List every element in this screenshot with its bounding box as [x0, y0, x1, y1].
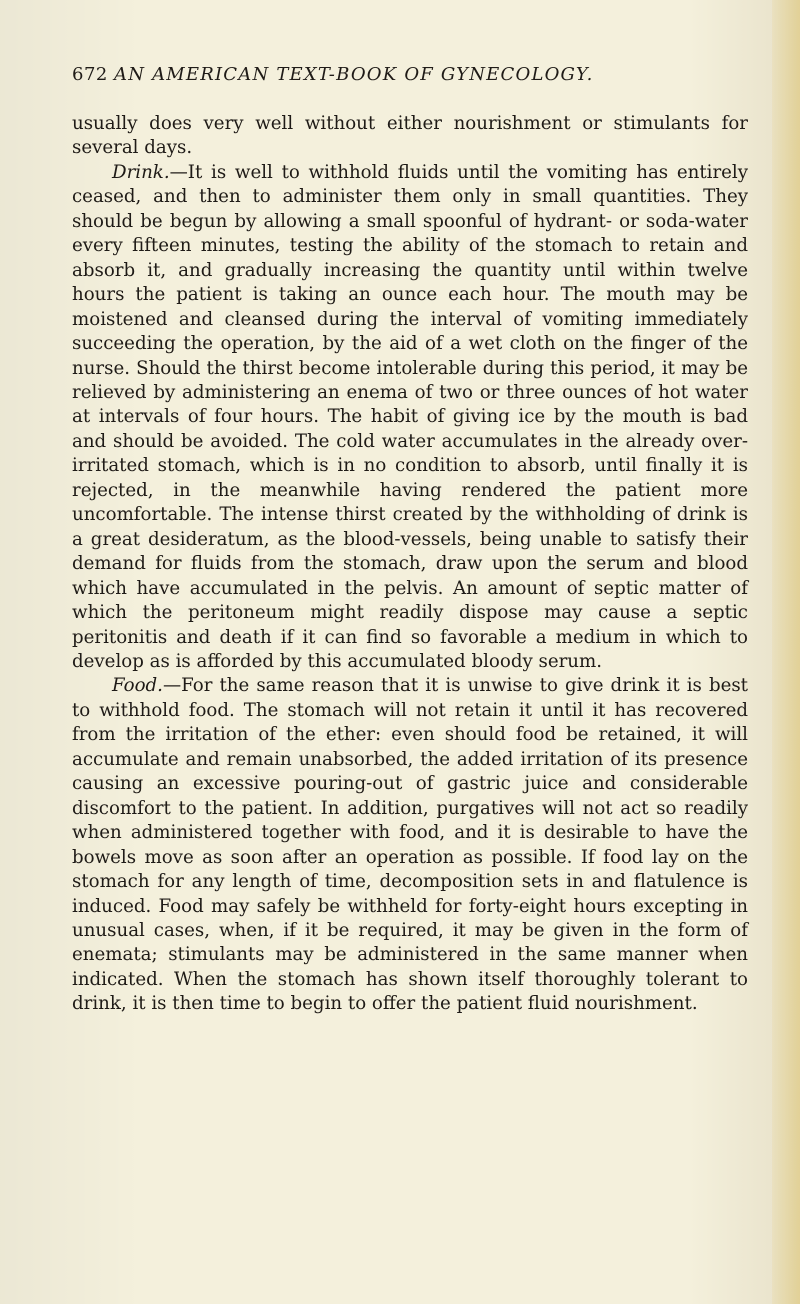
- page-edge-shadow: [772, 0, 800, 1304]
- paragraph-food: [72, 674, 748, 1016]
- section-lead-drink: Drink.: [112, 161, 170, 183]
- paragraph-continuation: [72, 112, 748, 161]
- running-header: [72, 64, 752, 94]
- running-title: AN AMERICAN TEXT-BOOK OF GYNECOLOGY.: [114, 64, 594, 85]
- paragraph-text: usually does very well without either nourishment or stimulants for several days.: [72, 113, 748, 159]
- section-lead-food: Food.: [112, 675, 163, 697]
- paragraph-text: —For the same reason that it is unwise to give drink it is best to withhold food. The stomach will not retain it until it has recovered from the irritation of the ether: even should food be retained, it will accumulate and remain unabsorbed, the added irritation of its presence causing an excessive pouring-out of gastric juice and considerable discomfort to the patient. In addition, purgatives will not act so readily when administered together with food, and it is desirable to have the bowels move as soon after an operation as possible. If food lay on the stomach for any length of time, decomposition sets in and flatulence is induced. Food may safely be withheld for forty-eight hours excepting in unusual cases, when, if it be required, it may be given in the form of enemata; stimulants may be administered in the same manner when indicated. When the stomach has shown itself thoroughly tolerant to drink, it is then time to begin to offer the patient fluid nourishment.: [72, 675, 748, 1015]
- paragraph-text: —It is well to withhold fluids until the vomiting has entirely ceased, and then to administer them only in small quantities. They should be begun by allowing a small spoonful of hydrant- or soda-water every fifteen minutes, testing the ability of the stomach to retain and absorb it, and gradually increasing the quantity until within twelve hours the patient is taking an ounce each hour. The mouth may be moistened and cleansed during the interval of vomiting immediately succeeding the operation, by the aid of a wet cloth on the finger of the nurse. Should the thirst become intolerable during this period, it may be relieved by administering an enema of two or three ounces of hot water at intervals of four hours. The habit of giving ice by the mouth is bad and should be avoided. The cold water accumulates in the already over-irritated stomach, which is in no condition to absorb, until finally it is rejected, in the meanwhile having rendered the patient more uncomfortable. The intense thirst created by the withholding of drink is a great desideratum, as the blood-vessels, being unable to satisfy their demand for fluids from the stomach, draw upon the serum and blood which have accumulated in the pelvis. An amount of septic matter of which the peritoneum might readily dispose may cause a septic peritonitis and death if it can find so favorable a medium in which to develop as is afforded by this accumulated bloody serum.: [72, 161, 748, 672]
- paragraph-drink: [72, 161, 748, 675]
- body-text: [72, 112, 748, 1017]
- page-number: 672: [72, 64, 108, 85]
